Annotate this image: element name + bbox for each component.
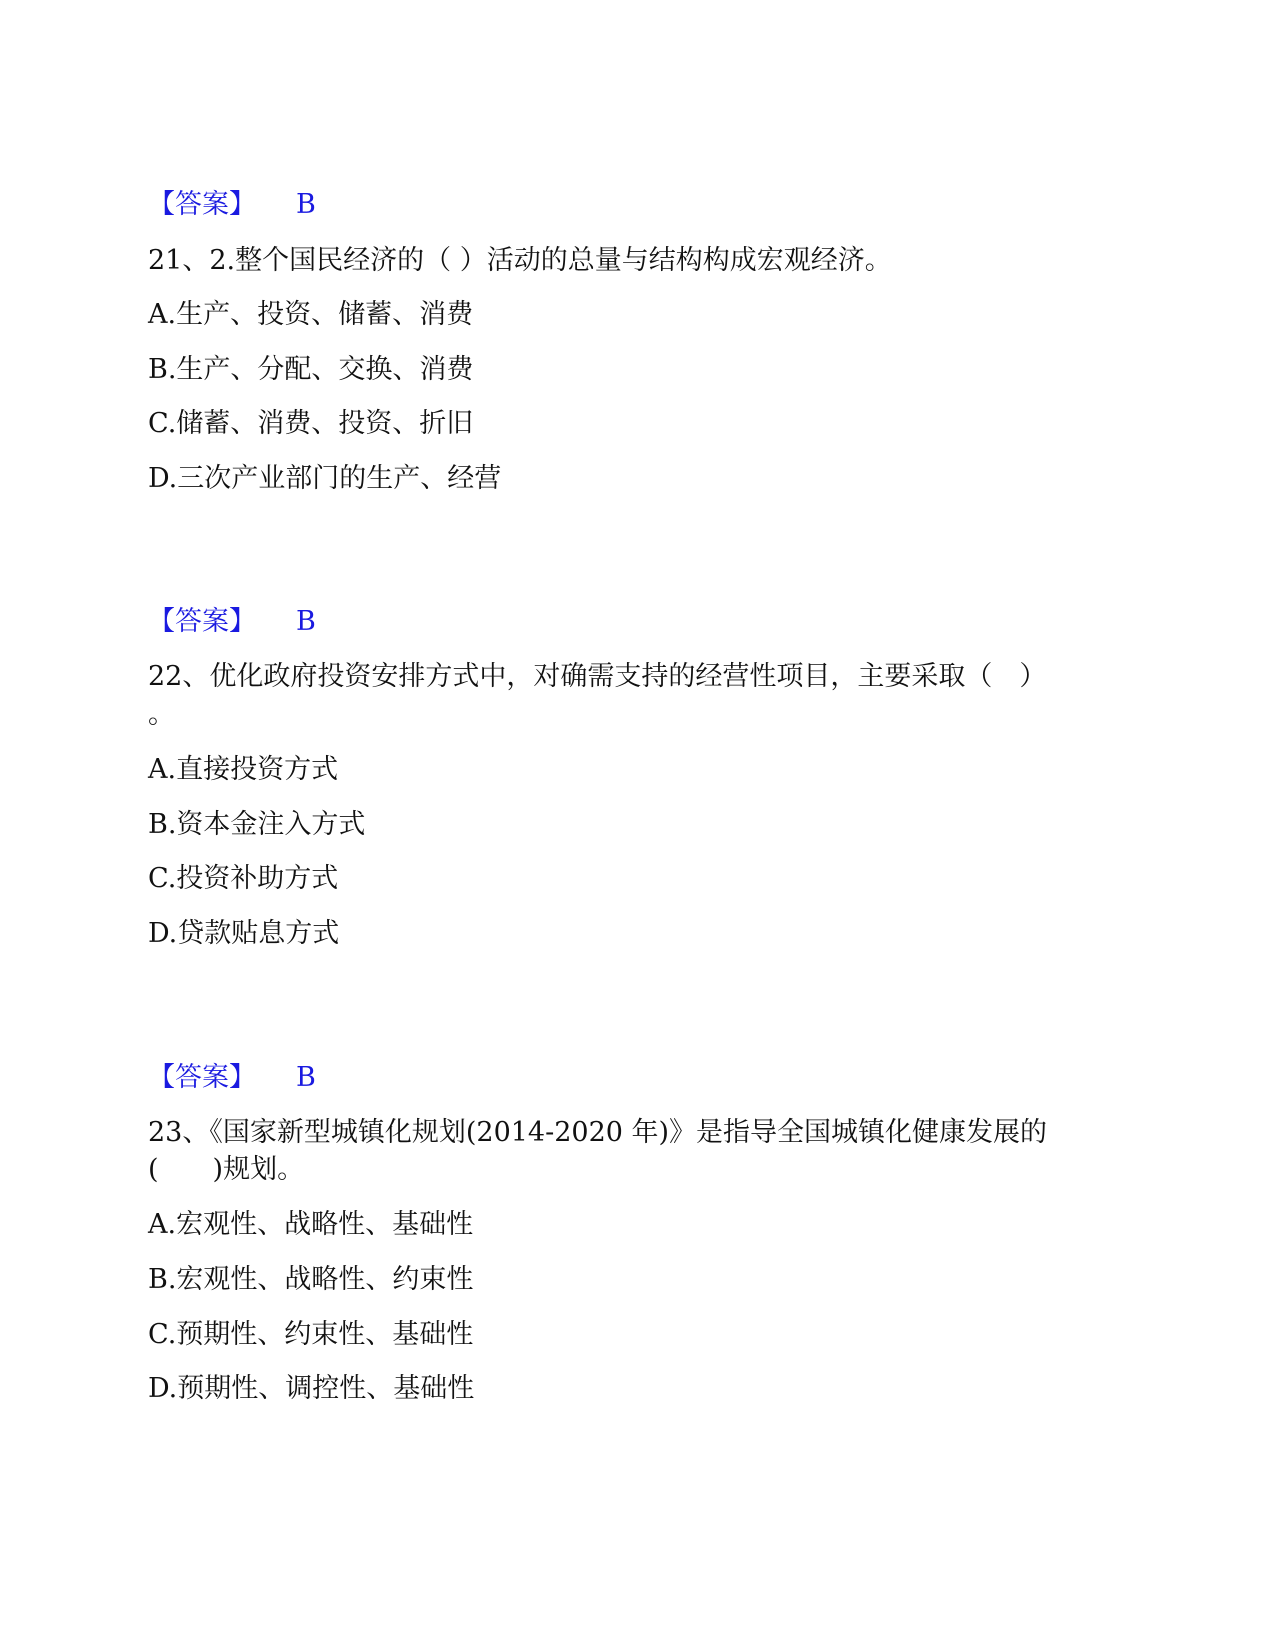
answer-line <box>148 188 316 222</box>
answer-line <box>148 1061 316 1095</box>
question-23-option-c: C.预期性、约束性、基础性 <box>148 1319 474 1350</box>
question-21-option-c: C.储蓄、消费、投资、折旧 <box>148 408 474 439</box>
question-23-text-continued: ( )规划。 <box>148 1154 305 1185</box>
answer-value: B <box>296 1062 316 1093</box>
answer-label: 【答案】 <box>148 1062 256 1093</box>
question-22-text: 22、优化政府投资安排方式中，对确需支持的经营性项目，主要采取（ ） <box>148 661 1047 692</box>
question-21-option-a: A.生产、投资、储蓄、消费 <box>148 299 474 330</box>
question-22-option-a: A.直接投资方式 <box>148 754 339 785</box>
question-21-option-d: D.三次产业部门的生产、经营 <box>148 463 502 494</box>
question-23-text: 23、《国家新型城镇化规划(2014-2020 年)》是指导全国城镇化健康发展的 <box>148 1117 1048 1148</box>
question-21-option-b: B.生产、分配、交换、消费 <box>148 354 474 385</box>
question-23-option-a: A.宏观性、战略性、基础性 <box>148 1209 474 1240</box>
question-22-option-b: B.资本金注入方式 <box>148 809 366 840</box>
answer-label: 【答案】 <box>148 189 256 220</box>
answer-value: B <box>296 606 316 637</box>
question-22-text-continued: 。 <box>148 699 175 730</box>
question-23-option-d: D.预期性、调控性、基础性 <box>148 1373 475 1404</box>
question-22-option-d: D.贷款贴息方式 <box>148 918 340 949</box>
answer-value: B <box>296 189 316 220</box>
question-22-option-c: C.投资补助方式 <box>148 863 339 894</box>
question-21-text: 21、2.整个国民经济的（ ）活动的总量与结构构成宏观经济。 <box>148 245 892 276</box>
answer-label: 【答案】 <box>148 606 256 637</box>
question-23-option-b: B.宏观性、战略性、约束性 <box>148 1264 474 1295</box>
answer-line <box>148 605 316 639</box>
